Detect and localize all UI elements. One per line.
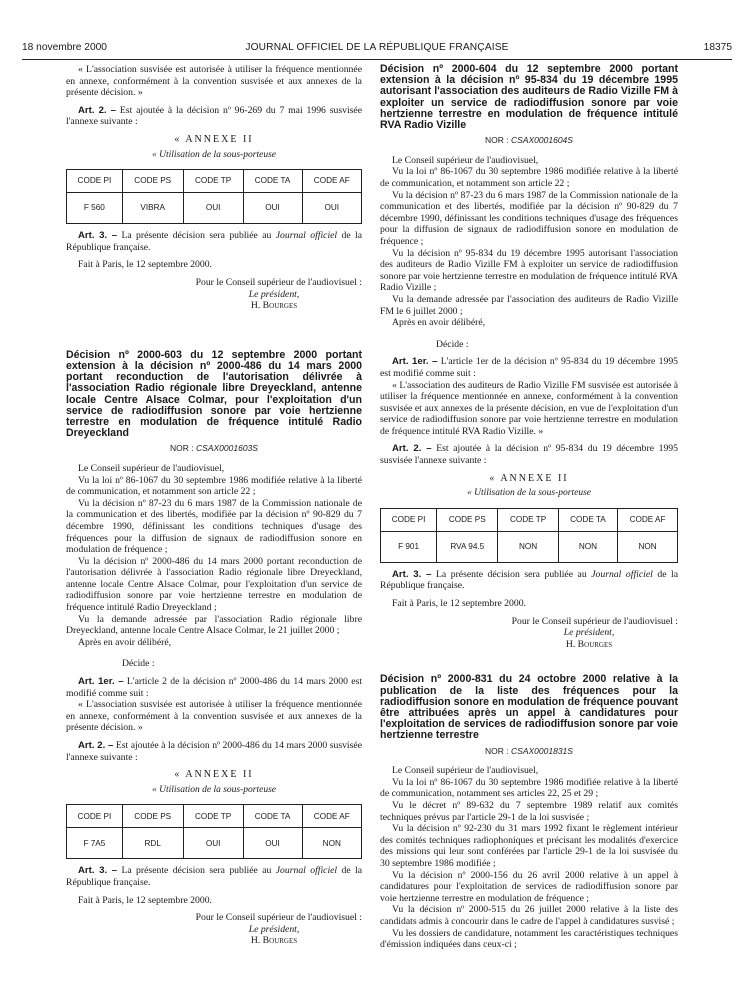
nor-code: CSAX0001604S — [511, 135, 573, 146]
table-header: CODE TP — [183, 170, 243, 193]
table-header: CODE PS — [437, 508, 498, 531]
article-3 — [66, 230, 362, 253]
paragraph: Après en avoir délibéré, — [78, 636, 172, 648]
table-cell: VIBRA — [122, 193, 183, 224]
article-label: Art. 2. – — [392, 443, 432, 455]
annexe-subtitle: « Utilisation de la sous-porteuse — [466, 488, 592, 499]
quote: « L'association susvisée est autorisée à utiliser la fréquence mentionnée en annexe, conformément à la convention susvisée et aux annexes de la présente décision. » — [66, 699, 362, 734]
quote: « L'association des auditeurs de Radio Vizille FM susvisée est autorisée à utiliser la fréquence mentionnée en annexe, conformément à la convention susvisée et aux annexes de la présente décision, en vue de l'exploitation d'un service de radiodiffusion sonore par voie hertzienne terrestre en modulation de fréquence intitulé RVA Radio Vizille. » — [380, 379, 678, 437]
table-cell: NON — [302, 828, 361, 859]
paragraph: Vu la loi nº 86-1067 du 30 septembre 1986 modifiée relative à la liberté de communication, et notamment son article 22 ; — [380, 166, 678, 189]
table-cell: F 560 — [67, 193, 123, 224]
journal-name: Journal officiel — [275, 865, 338, 877]
signature-role — [186, 924, 362, 936]
article-3 — [380, 569, 678, 592]
article-label: Art. 1er. – — [78, 676, 124, 688]
paragraph: Le Conseil supérieur de l'audiovisuel, — [392, 765, 539, 777]
subcarrier-table — [66, 169, 362, 224]
table-header: CODE TA — [243, 170, 302, 193]
article-text: de la République française. — [66, 230, 363, 253]
article-2 — [66, 105, 362, 128]
decision-4-title: Décision nº 2000-831 du 24 octobre 2000 relative à la publication de la liste des fréquences pour la radiodiffusion sonore en modulation de fréquence pouvant être attribuées après un appel à candidatures pour l'exploitation de services de radiodiffusion sonore par voie hertzienne terrestre — [380, 673, 678, 742]
nor-code: CSAX0001831S — [511, 745, 573, 756]
table-header: CODE PI — [67, 805, 123, 828]
journal-name: Journal officiel — [591, 568, 653, 580]
annexe-heading: « ANNEXE II — [174, 133, 254, 145]
done-at: Fait à Paris, le 12 septembre 2000. — [392, 598, 526, 610]
right-column — [380, 64, 678, 951]
table-header: CODE AF — [302, 170, 361, 193]
article-1 — [380, 356, 678, 379]
table-header: CODE PI — [381, 508, 437, 531]
paragraph: Le Conseil supérieur de l'audiovisuel, — [78, 462, 225, 474]
nor-label: NOR : — [485, 135, 509, 146]
article-label: Art. 3. – — [78, 230, 118, 242]
paragraph: Vu le décret nº 89-632 du 7 septembre 1989 relatif aux comités techniques prévus par l'article 29-1 de la loi susvisée ; — [380, 800, 678, 823]
signature-name: H. Bourges — [250, 935, 298, 947]
paragraph: Après en avoir délibéré, — [392, 317, 486, 329]
article-text: L'article 2 de la décision nº 2000-486 du 14 mars 2000 est modifié comme suit : — [66, 676, 363, 699]
nor-code: CSAX0001603S — [196, 443, 258, 454]
table-cell: OUI — [243, 828, 302, 859]
nor-label: NOR : — [170, 443, 194, 454]
nor-label: NOR : — [485, 745, 509, 756]
header-date: 18 novembre 2000 — [22, 42, 107, 53]
article-3 — [66, 865, 362, 888]
table-header: CODE TA — [243, 805, 302, 828]
table-header: CODE TP — [498, 508, 558, 531]
table-cell: NON — [618, 531, 678, 562]
subcarrier-table — [380, 508, 678, 563]
paragraph: Vu la demande adressée par l'association Radio régionale libre Dreyeckland, antenne locale Centre Alsace Colmar, le 21 juillet 2000 ; — [66, 613, 362, 637]
left-column — [66, 64, 362, 947]
signature-line: Pour le Conseil supérieur de l'audiovisuel : — [195, 912, 362, 924]
decision-3-nor — [380, 135, 678, 147]
paragraph: Vu la décision nº 2000-156 du 26 avril 2000 relative à un appel à candidatures pour l'exploitation de services de radiodiffusion sonore par voie hertzienne terrestre en modulation de fréquence ; — [380, 869, 678, 904]
signature-role-text: Le président, — [563, 627, 615, 639]
annexe-heading: « ANNEXE II — [174, 769, 254, 781]
decides: Décide : — [122, 658, 155, 670]
article-text: La présente décision sera publiée au — [435, 568, 587, 580]
subcarrier-table — [66, 804, 362, 859]
paragraph: Vu la décision nº 2000-515 du 26 juillet 2000 relative à la liste des candidats admis à concourir dans le cadre de l'appel à candidatures susvisé ; — [380, 904, 678, 927]
article-text: Est ajoutée à la décision nº 95-834 du 19 décembre 1995 susvisée l'annexe suivante : — [380, 443, 678, 467]
table-cell: RDL — [122, 828, 183, 859]
decision-2-title: Décision nº 2000-603 du 12 septembre 2000 portant extension à la décision nº 2000-486 du 14 mars 2000 portant reconduction de l'autorisation délivrée à l'association Radio régionale libre Dreyeckland, antenne locale Centre Alsace Colmar, pour l'exploitation d'un service de radiodiffusion sonore par voie hertzienne terrestre en modulation de fréquence intitulé Radio Dreyeckland — [66, 348, 362, 440]
table-cell: OUI — [302, 193, 361, 224]
article-text: La présente décision sera publiée au — [121, 865, 272, 877]
decides: Décide : — [436, 338, 469, 350]
table-header: CODE AF — [618, 508, 678, 531]
decision-3-title: Décision nº 2000-604 du 12 septembre 2000 portant extension à la décision nº 95-834 du 19 décembre 1995 autorisant l'association des auditeurs de Radio Vizille FM à exploiter un service de radiodiffusion sonore par voie hertzienne terrestre en modulation de fréquence intitulé RVA Radio Vizille — [380, 63, 678, 132]
table-header: CODE PS — [122, 805, 183, 828]
signature-line: Pour le Conseil supérieur de l'audiovisuel : — [511, 615, 678, 627]
article-2 — [66, 740, 362, 763]
signature-role-text: Le président, — [248, 923, 300, 935]
paragraph: Vu la loi nº 86-1067 du 30 septembre 1986 modifiée relative à la liberté de communication, et notamment son article 22 ; — [66, 474, 362, 498]
article-text: L'article 1er de la décision nº 95-834 du 19 décembre 1995 est modifié comme suit : — [380, 356, 679, 379]
decision-2-nor — [66, 443, 362, 455]
signature-role-text: Le président, — [248, 288, 300, 300]
table-cell: OUI — [183, 193, 243, 224]
article-text: de la République française. — [380, 568, 679, 592]
article-text: de la République française. — [66, 865, 363, 888]
paragraph: Vu la décision nº 2000-486 du 14 mars 2000 portant reconduction de l'autorisation délivrée à l'association Radio régionale libre Dreyeckland, antenne locale Centre Alsace Colmar, pour l'exploitation d'un service de radiodiffusion sonore par voie hertzienne terrestre en modulation de fréquence intitulé Radio Dreyeckland ; — [66, 555, 362, 614]
table-cell: NON — [498, 531, 558, 562]
done-at: Fait à Paris, le 12 septembre 2000. — [78, 259, 212, 271]
table-cell: NON — [558, 531, 617, 562]
paragraph: Vu la loi nº 86-1067 du 30 septembre 1986 modifiée relative à la liberté de communication, notamment ses articles 22, 25 et 29 ; — [380, 776, 678, 800]
annexe-heading: « ANNEXE II — [489, 472, 569, 484]
table-cell: F 901 — [381, 531, 437, 562]
article-label: Art. 1er. – — [392, 356, 438, 368]
article-1 — [66, 676, 362, 699]
table-header: CODE TA — [558, 508, 617, 531]
decision-4-nor — [380, 746, 678, 758]
header-page-number: 18375 — [703, 42, 732, 53]
paragraph: Vu la demande adressée par l'association des auditeurs de Radio Vizille FM le 6 juillet 2000 ; — [380, 293, 678, 317]
paragraph: Vu les dossiers de candidature, notamment les caractéristiques techniques d'émission indiquées dans ceux-ci ; — [380, 927, 678, 951]
paragraph: Le Conseil supérieur de l'audiovisuel, — [392, 154, 539, 166]
article-label: Art. 2. – — [78, 104, 117, 116]
signature-name: H. Bourges — [565, 638, 613, 650]
signature-role — [186, 289, 362, 301]
page-header — [22, 42, 732, 56]
table-header: CODE PS — [122, 170, 183, 193]
table-cell: OUI — [243, 193, 302, 224]
annexe-subtitle: « Utilisation de la sous-porteuse — [151, 149, 277, 160]
article-text: Est ajoutée à la décision nº 96-269 du 7 mai 1996 susvisée l'annexe suivante : — [66, 104, 363, 128]
table-cell: F 7A5 — [67, 828, 123, 859]
table-cell: RVA 94.5 — [437, 531, 498, 562]
paragraph: Vu la décision nº 87-23 du 6 mars 1987 de la Commission nationale de la communication et des libertés, modifiée par la décision nº 90-829 du 7 décembre 1990, définissant les conditions techniques d'usage des fréquences pour la diffusion de signaux de radiodiffusion sonore en modulation de fréquence ; — [66, 497, 362, 556]
table-header: CODE AF — [302, 805, 361, 828]
paragraph: Vu la décision nº 87-23 du 6 mars 1987 de la Commission nationale de la communication et des libertés, modifiée par la décision nº 90-829 du 7 décembre 1990, définissant les conditions techniques d'usage des fréquences pour la diffusion de signaux de radiodiffusion sonore en modulation de fréquence ; — [380, 189, 678, 247]
signature-name: H. Bourges — [250, 300, 298, 312]
article-2 — [380, 443, 678, 466]
article-label: Art. 3. – — [78, 865, 118, 877]
signature-role — [500, 627, 678, 639]
annexe-subtitle: « Utilisation de la sous-porteuse — [151, 784, 277, 795]
signature-line: Pour le Conseil supérieur de l'audiovisuel : — [195, 276, 362, 288]
header-rule — [22, 59, 732, 60]
journal-name: Journal officiel — [275, 230, 338, 242]
header-journal-title: JOURNAL OFFICIEL DE LA RÉPUBLIQUE FRANÇAISE — [245, 42, 509, 53]
table-header: CODE TP — [183, 805, 243, 828]
article-text: La présente décision sera publiée au — [121, 230, 272, 242]
article-label: Art. 3. – — [392, 568, 432, 580]
paragraph: Vu la décision nº 95-834 du 19 décembre 1995 autorisant l'association des auditeurs de Radio Vizille FM à exploiter un service de radiodiffusion sonore par voie hertzienne terrestre en modulation de fréquence intitulé RVA Radio Vizille ; — [380, 247, 678, 294]
table-cell: OUI — [183, 828, 243, 859]
top-quote: « L'association susvisée est autorisée à utiliser la fréquence mentionnée en annexe, conformément à la convention susvisée et aux annexes de la présente décision. » — [66, 64, 362, 99]
article-label: Art. 2. – — [78, 740, 114, 751]
table-header: CODE PI — [67, 170, 123, 193]
done-at: Fait à Paris, le 12 septembre 2000. — [78, 894, 212, 906]
article-text: Est ajoutée à la décision nº 2000-486 du 14 mars 2000 susvisée l'annexe suivante : — [66, 740, 362, 763]
paragraph: Vu la décision nº 92-230 du 31 mars 1992 fixant le règlement intérieur des comités techniques radiophoniques et précisant les modalités d'exercice des missions qui leur sont conférées par l'article 29-1 de la loi susvisée du 30 septembre 1986 modifiée ; — [380, 823, 678, 869]
